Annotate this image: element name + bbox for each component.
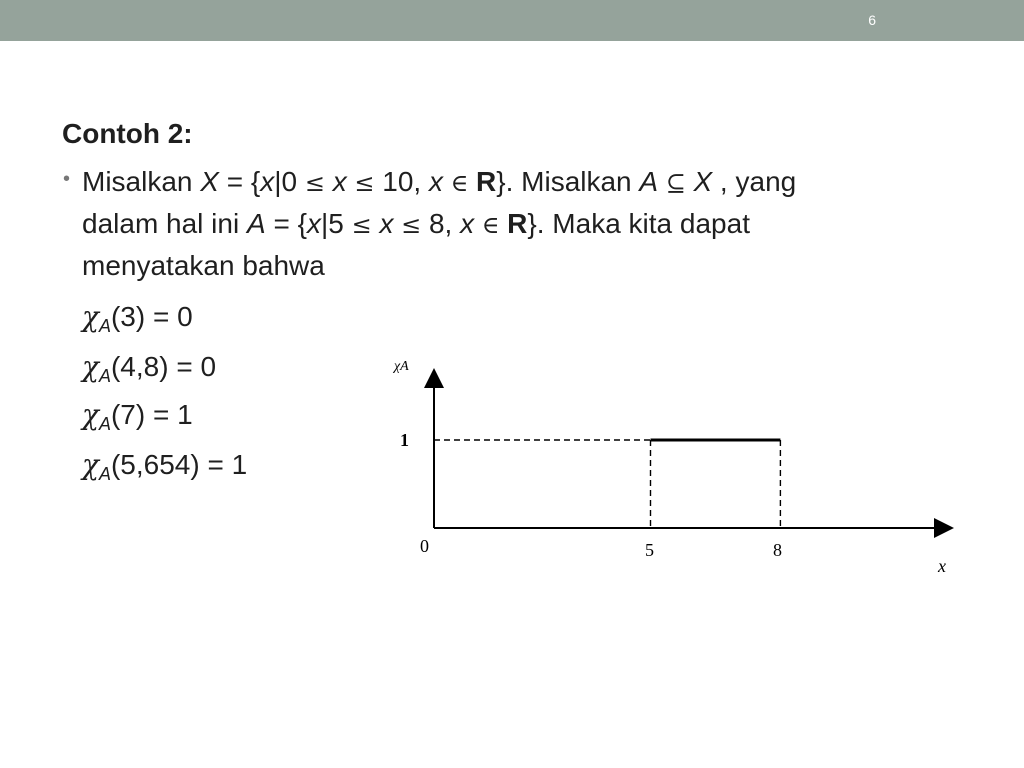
slide-header-bar [0,0,1024,41]
subset-symbol: ⊆ [658,169,694,197]
chi-symbol: χ [82,350,99,383]
var-X: X [693,166,713,197]
element-of-symbol: ∈ [442,169,476,197]
chart-marks [434,440,780,528]
bullet-line-2 [82,208,750,240]
leq-symbol: ≤ [393,211,422,239]
formula-text: (5,654) = 1 [110,449,248,480]
element-of-symbol: ∈ [474,211,508,239]
bullet-icon: • [63,168,71,190]
subscript: A [98,316,111,336]
chi-symbol: χ [82,448,99,481]
x-tick-5: 5 [645,540,654,560]
subscript: A [98,414,111,434]
text: , yang [712,166,797,197]
y-axis-label: χA [394,359,409,374]
var-x: x [306,208,321,239]
reals-symbol: R [476,166,497,197]
formula-text: (4,8) = 0 [110,351,217,382]
formula-3 [82,398,193,435]
chi-symbol: χ [82,300,99,333]
chi-symbol: χ [82,398,99,431]
text: |0 [274,166,305,197]
slide-heading: Contoh 2: [62,118,193,149]
text: dalam hal ini [82,208,247,239]
var-X: X [200,166,219,197]
text: }. Maka kita dapat [527,208,750,239]
var-x: x [260,166,275,197]
text: |5 [320,208,352,239]
text: 8, [421,208,461,239]
leq-symbol: ≤ [304,169,325,197]
slide-number: 6 [868,12,876,28]
formula-4 [82,448,247,485]
formula-text: (7) = 1 [110,399,193,430]
text: }. Misalkan [496,166,640,197]
text: = { [218,166,261,197]
var-x: x [428,166,443,197]
x-tick-0: 0 [420,536,429,556]
subscript: A [98,464,111,484]
leq-symbol: ≤ [346,169,375,197]
y-tick-1: 1 [400,430,409,450]
formula-text: (3) = 0 [110,301,193,332]
leq-symbol: ≤ [351,211,372,239]
formula-1 [82,300,193,337]
var-A: A [639,166,659,197]
var-x: x [460,208,475,239]
var-A: A [246,208,266,239]
text: = { [265,208,307,239]
var-x: x [371,208,394,239]
text: Misalkan [82,166,201,197]
var-x: x [324,166,347,197]
bullet-line-1 [82,166,796,198]
reals-symbol: R [507,208,528,239]
characteristic-function-graph [380,348,960,580]
x-axis-label: x [938,556,946,576]
formula-2 [82,350,216,387]
bullet-line-3: menyatakan bahwa [82,250,325,281]
text: 10, [374,166,429,197]
x-tick-8: 8 [773,540,782,560]
subscript: A [98,366,111,386]
